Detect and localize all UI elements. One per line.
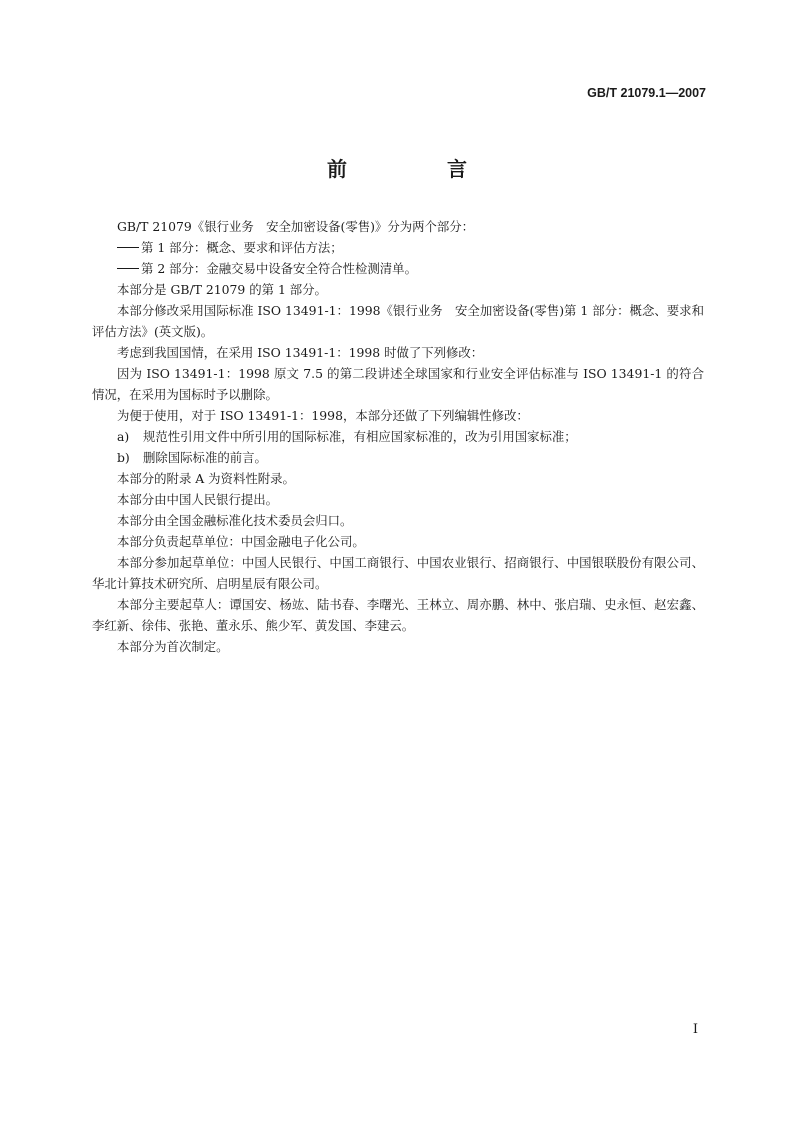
page-number: I [692,1022,698,1037]
list-item-text: 删除国际标准的前言。 [143,450,267,465]
paragraph: 本部分为首次制定。 [117,639,229,654]
paragraph: 因为 ISO 13491-1：1998 原文 7.5 的第二段讲述全球国家和行业安全评估标准与 ISO 13491-1 的符合情况，在采用为国标时予以删除。 [92,366,704,402]
paragraph: 本部分参加起草单位：中国人民银行、中国工商银行、中国农业银行、招商银行、中国银联股份有限公司、华北计算技术研究所、启明星辰有限公司。 [92,555,704,591]
dash-item [92,237,704,258]
list-marker: a) [117,429,130,444]
dash-item [92,258,704,279]
list-item-text: 规范性引用文件中所引用的国际标准，有相应国家标准的，改为引用国家标准； [143,429,577,444]
list-marker: b) [117,450,130,465]
paragraph: 为便于使用，对于 ISO 13491-1：1998，本部分还做了下列编辑性修改： [117,408,529,423]
paragraph: 本部分由中国人民银行提出。 [117,492,279,507]
page-title: 前 言 [327,157,507,181]
em-dash-mark [117,247,139,248]
standard-number: GB/T 21079.1—2007 [587,86,706,100]
paragraph: 本部分主要起草人：谭国安、杨竑、陆书春、李曙光、王林立、周亦鹏、林中、张启瑞、史永恒、赵宏鑫、李红新、徐伟、张艳、董永乐、熊少军、黄发国、李建云。 [92,597,704,633]
paragraph: 本部分的附录 A 为资料性附录。 [117,471,295,486]
list-item [92,447,704,468]
paragraph: 本部分是 GB/T 21079 的第 1 部分。 [117,282,327,297]
list-item [92,426,704,447]
paragraph: 考虑到我国国情，在采用 ISO 13491-1：1998 时做了下列修改： [117,345,484,360]
paragraph: GB/T 21079《银行业务 安全加密设备(零售)》分为两个部分： [117,219,475,234]
dash-item-text: 第 2 部分：金融交易中设备安全符合性检测清单。 [141,261,417,276]
paragraph: 本部分由全国金融标准化技术委员会归口。 [117,513,353,528]
paragraph: 本部分负责起草单位：中国金融电子化公司。 [117,534,365,549]
dash-item-text: 第 1 部分：概念、要求和评估方法； [141,240,343,255]
em-dash-mark [117,268,139,269]
paragraph: 本部分修改采用国际标准 ISO 13491-1：1998《银行业务 安全加密设备(零售)第 1 部分：概念、要求和评估方法》(英文版)。 [92,303,704,339]
foreword-body [92,216,704,657]
